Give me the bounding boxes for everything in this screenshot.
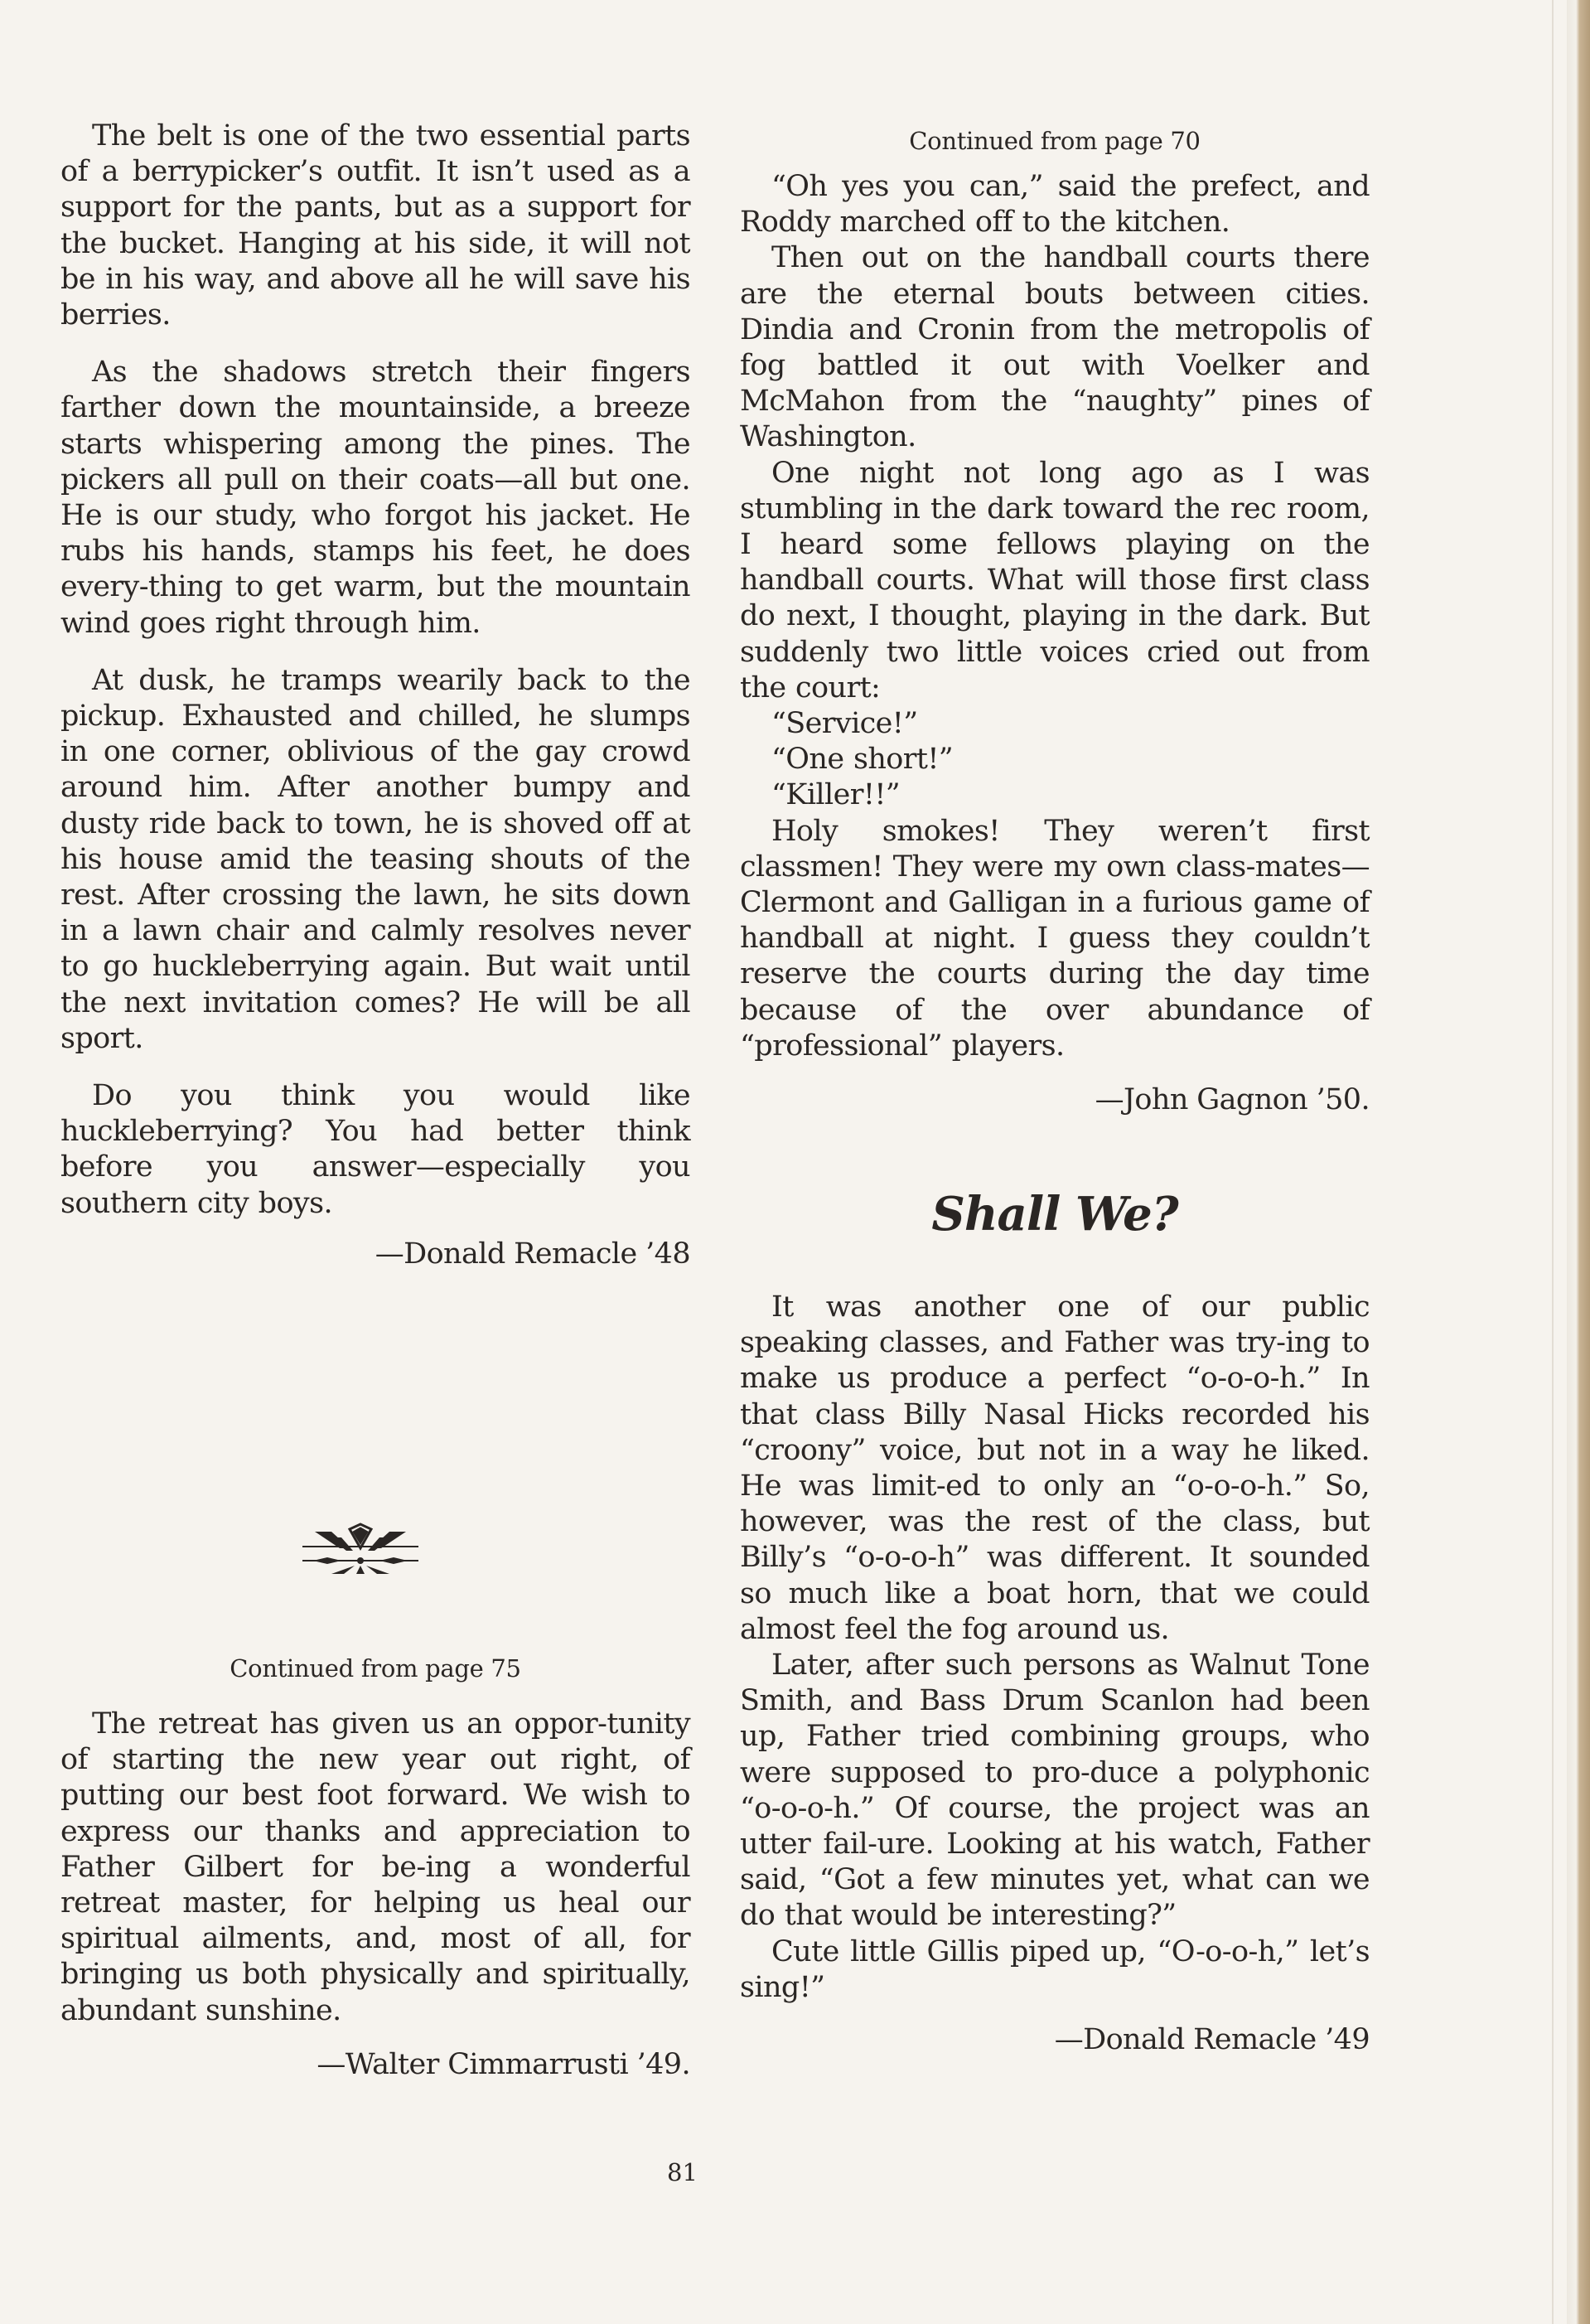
paragraph: The belt is one of the two essential parts of a berrypicker’s outfit. It isn’t used as a support for the pants, but as a support for the bucket. Hanging at his side, it will not be in his way, and above all he will save his berries. [60,119,690,332]
paragraph: As the shadows stretch their fingers farther down the mountainside, a breeze starts whispering among the pines. The pickers all pull on their coats—all but one. He is our study, who forgot his jacket. He rubs his hands, stamps his feet, he does every-thing to get warm, but the mountain wind goes right through him. [60,356,690,640]
right-column-lower [740,1187,1370,2058]
article-retreat [60,1652,690,2083]
paragraph: Later, after such persons as Walnut Tone Smith, and Bass Drum Scanlon had been up, Father tried combining groups, who were supposed to pro-duce a polyphonic “o-o-o-h.” Of course, the project was an utter fail-ure. Looking at his watch, Father said, “Got a few minutes yet, what can we do that would be interesting?” [740,1649,1370,1933]
left-column-lower [60,1652,690,2083]
paragraph: The retreat has given us an oppor-tunity of starting the new year out right, of putting our best foot forward. We wish to express our thanks and appreciation to Father Gilbert for be-ing a wonderful retreat master, for helping us heal our spiritual ailments, and, most of all, for bringing us both physically and spiritually, abundant sunshine. [60,1707,690,2027]
paragraph: It was another one of our public speaking classes, and Father was try-ing to make us produce a perfect “o-o-o-h.” In that class Billy Nasal Hicks recorded his “croony” voice, but not in a way he liked. He was limit-ed to only an “o-o-o-h.” So, however, was the rest of the class, but Billy’s “o-o-o-h” was different. It sounded so much like a boat horn, that we could almost feel the fog around us. [740,1290,1370,1646]
paragraph: Holy smokes! They weren’t first classmen! They were my own class-mates—Clermont and Galligan in a furious game of handball at night. I guess they couldn’t reserve the courts during the day time because of the over abundance of “professional” players. [740,814,1370,1063]
article-handball [740,124,1370,1118]
quote-line: “Killer!!” [771,778,901,812]
signature: —Donald Remacle ’49 [1054,2023,1370,2057]
article-huckleberrying [60,119,690,1272]
page-number: 81 [667,2158,698,2186]
paragraph: “Oh yes you can,” said the prefect, and Roddy marched off to the kitchen. [740,170,1370,240]
quote-line: “Service!” [771,707,918,741]
left-column [60,0,690,1272]
signature: —Donald Remacle ’48 [375,1237,690,1271]
continued-label: Continued from page 70 [909,127,1201,155]
paragraph: One night not long ago as I was stumbling in the dark toward the rec room, I heard some fellows playing on the handball courts. What will those first class do next, I thought, playing in the dark. But suddenly two little voices cried out from the court: [740,456,1370,704]
art-deco-ornament-icon [298,1519,423,1577]
paragraph: Do you think you would like huckleberrying? You had better think before you answer—especially you southern city boys. [60,1079,690,1220]
paragraph: Then out on the handball courts there are the eternal bouts between cities. Dindia and Cronin from the metropolis of fog battled it out with Voelker and McMahon from the “naughty” pines of Washington. [740,241,1370,454]
signature: —Walter Cimmarrusti ’49. [317,2047,690,2081]
right-column [740,0,1370,1118]
page-edge-line [1552,0,1554,2324]
continued-label: Continued from page 75 [230,1654,521,1682]
paragraph: Cute little Gillis piped up, “O-o-o-h,” let’s sing!” [740,1934,1370,2004]
article-shall-we [740,1187,1370,2058]
signature: —John Gagnon ’50. [1095,1083,1370,1117]
quote-line: “One short!” [771,743,954,777]
paragraph: At dusk, he tramps wearily back to the pickup. Exhausted and chilled, he slumps in one corner, oblivious of the gay crowd around him. After another bumpy and dusty ride back to town, he is shoved off at his house amid the teasing shouts of the rest. After crossing the lawn, he sits down in a lawn chair and calmly resolves never to go huckleberrying again. But wait until the next invitation comes? He will be all sport. [60,663,690,1055]
article-title: Shall We? [931,1187,1178,1242]
page-edge [1567,0,1590,2324]
